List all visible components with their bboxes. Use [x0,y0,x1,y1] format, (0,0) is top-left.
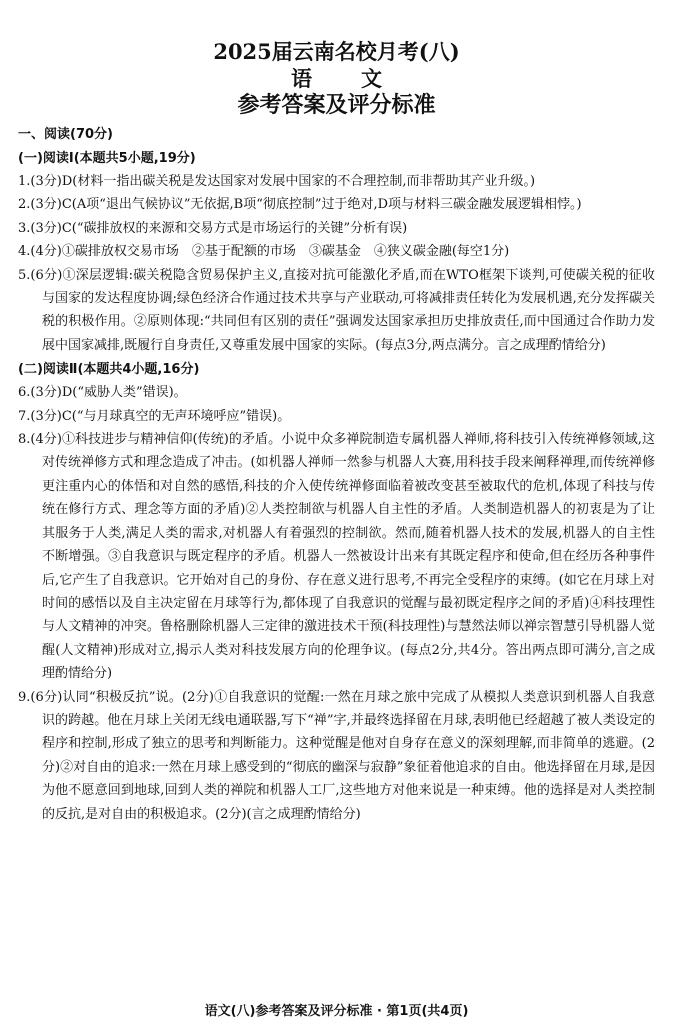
exam-title: 2025届云南名校月考(八) [213,39,460,64]
answer-item-3: 3.(3分)C(“碳排放权的来源和交易方式是市场运行的关键”分析有误) [18,220,408,236]
answer-item-7: 7.(3分)C(“与月球真空的无声环境呼应”错误)。 [18,408,291,424]
section-heading-reading-2: (二)阅读Ⅱ(本题共4小题,16分) [18,362,200,378]
section-heading-reading: 一、阅读(70分) [18,127,113,142]
answer-item-5: 5.(6分)①深层逻辑:碳关税隐含贸易保护主义,直接对抗可能激化矛盾,而在WTO框架下谈判,可使碳关税的征收与国家的发达程度协调;绿色经济合作通过技术共享与产业联动,可将减排责任转化为发展机遇,充分发挥碳关税的积极作用。②原则体现:“共同但有区别的责任”强调发达国家承担历史排放责任,而中国通过合作助力发展中国家减排,既履行自身责任,又尊重发展中国家的实际。(每点3分,两点满分。言之成理酌情给分) [18,267,655,353]
page-footer: 语文(八)参考答案及评分标准 · 第1页(共4页) [204,1004,469,1019]
document-subtitle: 参考答案及评分标准 [237,93,436,118]
section-heading-reading-1: (一)阅读Ⅰ(本题共5小题,19分) [18,151,196,166]
answer-item-8: 8.(4分)①科技进步与精神信仰(传统)的矛盾。小说中众多禅院制造专属机器人禅师,将科技引入传统禅修领域,这对传统禅修方式和理念造成了冲击。(如机器人禅师一然参与机器人大赛,用科技手段来阐释禅理,而传统禅修更注重内心的体悟和对自然的感悟,科技的介入使传统禅修面临着被改变甚至被取代的危机,体现了科技与传统在修行方式、理念等方面的矛盾)②人类控制欲与机器人自主性的矛盾。人类制造机器人的初衷是为了让其服务于人类,满足人类的需求,对机器人有着强烈的控制欲。然而,随着机器人技术的发展,机器人的自主性不断增强。③自我意识与既定程序的矛盾。机器人一然被设计出来有其既定程序和使命,但在经历各种事件后,它产生了自我意识。它开始对自己的身份、存在意义进行思考,不再完全受程序的束缚。(如它在月球上对时间的感悟以及自主决定留在月球等行为,都体现了自我意识的觉醒与最初既定程序之间的矛盾)④科技理性与人文精神的冲突。鲁格删除机器人三定律的激进技术干预(科技理性)与慧然法师以禅宗智慧引导机器人觉醒(人文精神)形成对立,揭示人类对科技发展方向的伦理争议。(每点2分,共4分。答出两点即可满分,言之成理酌情给分) [18,432,655,682]
answer-item-2: 2.(3分)C(A项“退出气候协议”无依据,B项“彻底控制”过于绝对,D项与材料三碳金融发展逻辑相悖。) [18,197,582,213]
answer-item-9: 9.(6分)认同“积极反抗”说。(2分)①自我意识的觉醒:一然在月球之旅中完成了从模拟人类意识到机器人自我意识的跨越。他在月球上关闭无线电通联器,写下“禅”字,并最终选择留在月球,表明他已经超越了被人类设定的程序和控制,形成了独立的思考和判断能力。这种觉醒是他对自身存在意义的深刻理解,而非简单的逃避。(2分)②对自由的追求:一然在月球上感受到的“彻底的幽深与寂静”象征着他追求的自由。他选择留在月球,是因为他不愿意回到地球,回到人类的禅院和机器人工厂,这些地方对他来说是一种束缚。他的选择是对人类控制的反抗,是对自由的积极追求。(2分)(言之成理酌情给分) [18,689,655,822]
answer-item-1: 1.(3分)D(材料一指出碳关税是发达国家对发展中国家的不合理控制,而非帮助其产业升级。) [18,174,536,189]
subject-title: 语 文 [291,66,396,91]
answer-item-6: 6.(3分)D(“威胁人类”错误)。 [18,385,187,401]
answer-item-4: 4.(4分)①碳排放权交易市场 ②基于配额的市场 ③碳基金 ④狭义碳金融(每空1分) [18,244,510,260]
